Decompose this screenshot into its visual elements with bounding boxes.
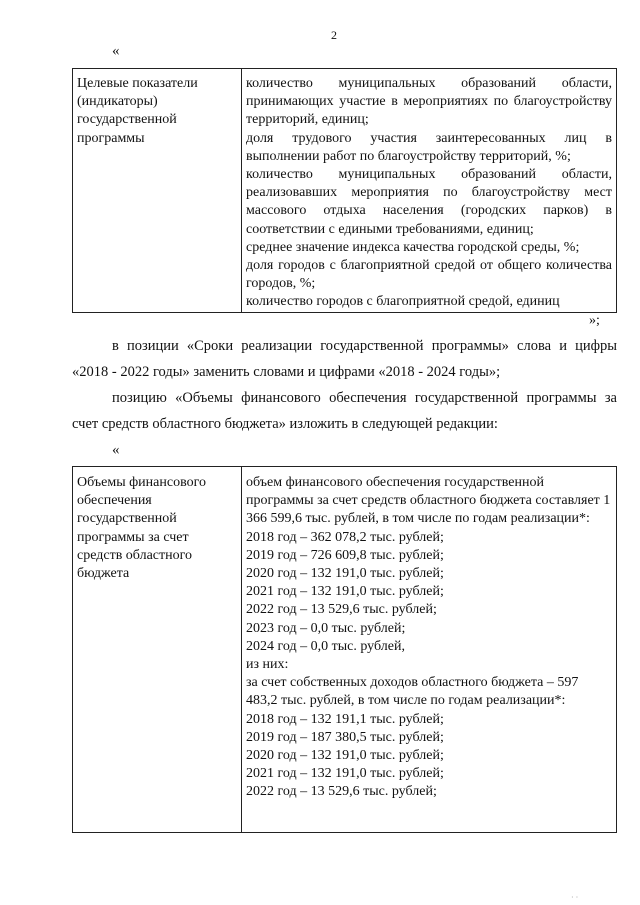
funding-line: 2022 год – 13 529,6 тыс. рублей; (246, 602, 437, 618)
indicator-line: количество городов с благоприятной средой, единиц (246, 294, 560, 310)
funding-line: 2020 год – 132 191,0 тыс. рублей; (246, 566, 444, 582)
funding-values (242, 467, 617, 833)
funding-line: 2021 год – 132 191,0 тыс. рублей; (246, 766, 444, 782)
scan-mark: · · (571, 893, 579, 902)
funding-line: 2019 год – 187 380,5 тыс. рублей; (246, 729, 444, 745)
opening-quote-1: « (112, 43, 120, 59)
target-indicators-values (242, 69, 617, 313)
paragraph-funding: позицию «Объемы финансового обеспечения государственной программы за счет средств областного бюджета» изложить в следующей редакции: (72, 390, 617, 432)
indicator-line: количество муниципальных образований области, принимающих участие в мероприятиях по благоустройству территорий, единиц; (246, 76, 612, 128)
indicator-line: количество муниципальных образований области, реализовавших мероприятия по благоустройству мест массового отдыха населения (городских парков) в соответствии с едиными требованиями, единиц; (246, 167, 612, 237)
funding-line: 2024 год – 0,0 тыс. рублей, (246, 638, 405, 654)
funding-line: объем финансового обеспечения государственной программы за счет средств областного бюджета составляет 1 366 599,6 тыс. рублей, в том числе по годам реализации*: (246, 475, 611, 527)
funding-line: 2022 год – 13 529,6 тыс. рублей; (246, 784, 437, 800)
target-indicators-label: Целевые показатели (индикаторы) государственной программы (73, 69, 242, 313)
funding-line: 2021 год – 132 191,0 тыс. рублей; (246, 584, 444, 600)
funding-line: 2018 год – 362 078,2 тыс. рублей; (246, 529, 444, 545)
funding-line: за счет собственных доходов областного бюджета – 597 483,2 тыс. рублей, в том числе по годам реализации*: (246, 675, 579, 709)
target-indicators-table (72, 68, 617, 313)
closing-quote: »; (589, 313, 600, 328)
funding-line: 2018 год – 132 191,1 тыс. рублей; (246, 711, 444, 727)
funding-line: из них: (246, 657, 289, 673)
funding-line: 2023 год – 0,0 тыс. рублей; (246, 620, 406, 636)
indicator-line: среднее значение индекса качества городской среды, %; (246, 239, 580, 255)
funding-line: 2019 год – 726 609,8 тыс. рублей; (246, 547, 444, 563)
paragraph-terms: в позиции «Сроки реализации государственной программы» слова и цифры «2018 - 2022 годы» заменить словами и цифрами «2018 - 2024 годы»; (72, 338, 617, 380)
opening-quote-2: « (112, 442, 120, 458)
funding-label: Объемы финансового обеспечения государственной программы за счет средств областного бюджета (73, 467, 242, 833)
funding-line: 2020 год – 132 191,0 тыс. рублей; (246, 748, 444, 764)
indicator-line: доля городов с благоприятной средой от общего количества городов, %; (246, 258, 612, 292)
page-number: 2 (331, 28, 337, 42)
indicator-line: доля трудового участия заинтересованных лиц в выполнении работ по благоустройству территорий, %; (246, 130, 612, 164)
funding-table (72, 466, 617, 833)
